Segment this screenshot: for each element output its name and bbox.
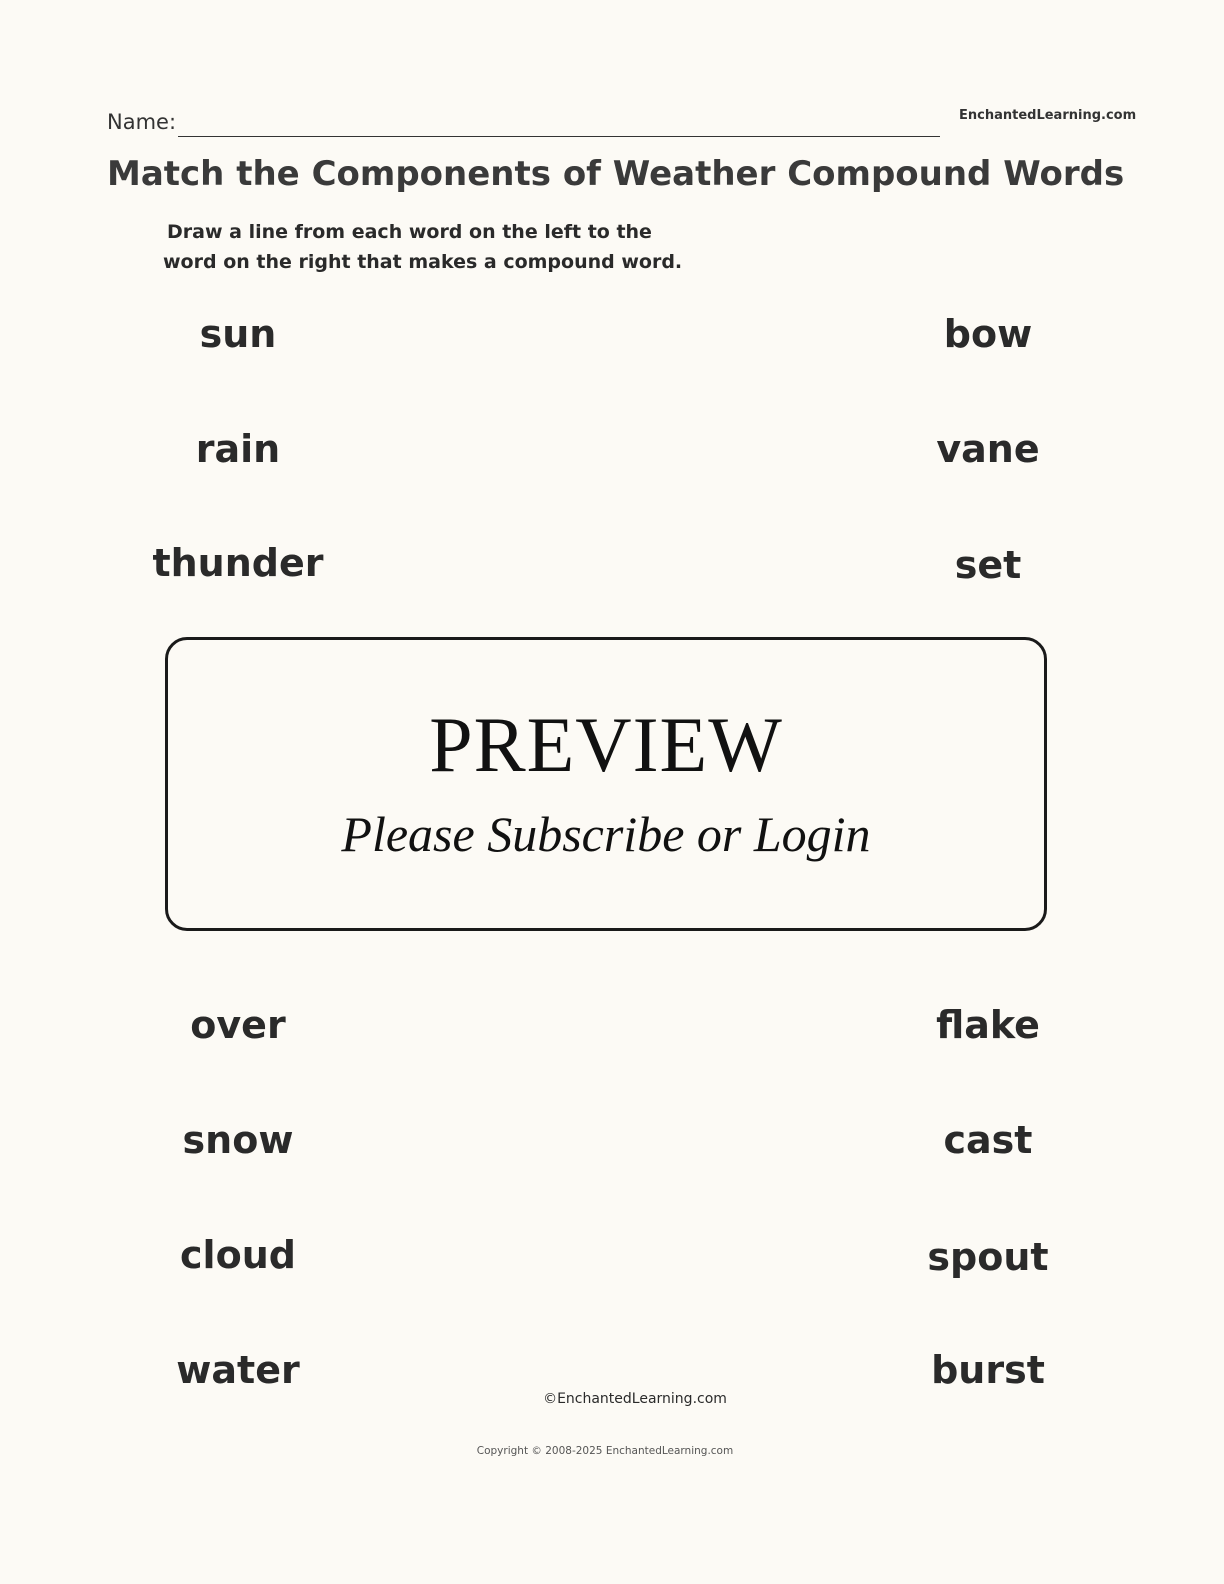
left-word-cloud: cloud: [180, 1233, 296, 1277]
instructions-line-1: Draw a line from each word on the left to the: [167, 221, 652, 243]
right-word-vane: vane: [936, 427, 1040, 471]
right-word-flake: flake: [936, 1003, 1040, 1047]
name-write-line: [178, 136, 940, 137]
left-word-snow: snow: [182, 1118, 294, 1162]
instructions: [163, 217, 703, 277]
preview-title: PREVIEW: [429, 701, 783, 788]
copyright: Copyright © 2008-2025 EnchantedLearning.com: [476, 1445, 734, 1457]
right-word-burst: burst: [931, 1348, 1045, 1392]
left-word-water: water: [176, 1348, 300, 1392]
preview-subscribe-login: Please Subscribe or Login: [341, 806, 871, 862]
watermark: ©EnchantedLearning.com: [543, 1391, 727, 1407]
left-word-thunder: thunder: [152, 541, 324, 585]
name-label: Name:: [107, 110, 177, 134]
right-word-bow: bow: [943, 312, 1033, 356]
site-name: EnchantedLearning.com: [959, 108, 1137, 123]
instructions-line-2: word on the right that makes a compound word.: [163, 251, 683, 273]
left-word-rain: rain: [195, 427, 281, 471]
page-title: Match the Components of Weather Compound Words: [107, 154, 1125, 194]
left-word-sun: sun: [199, 312, 277, 356]
left-word-over: over: [190, 1003, 286, 1047]
right-word-set: set: [954, 543, 1022, 587]
right-word-spout: spout: [927, 1235, 1049, 1279]
right-word-cast: cast: [943, 1118, 1033, 1162]
